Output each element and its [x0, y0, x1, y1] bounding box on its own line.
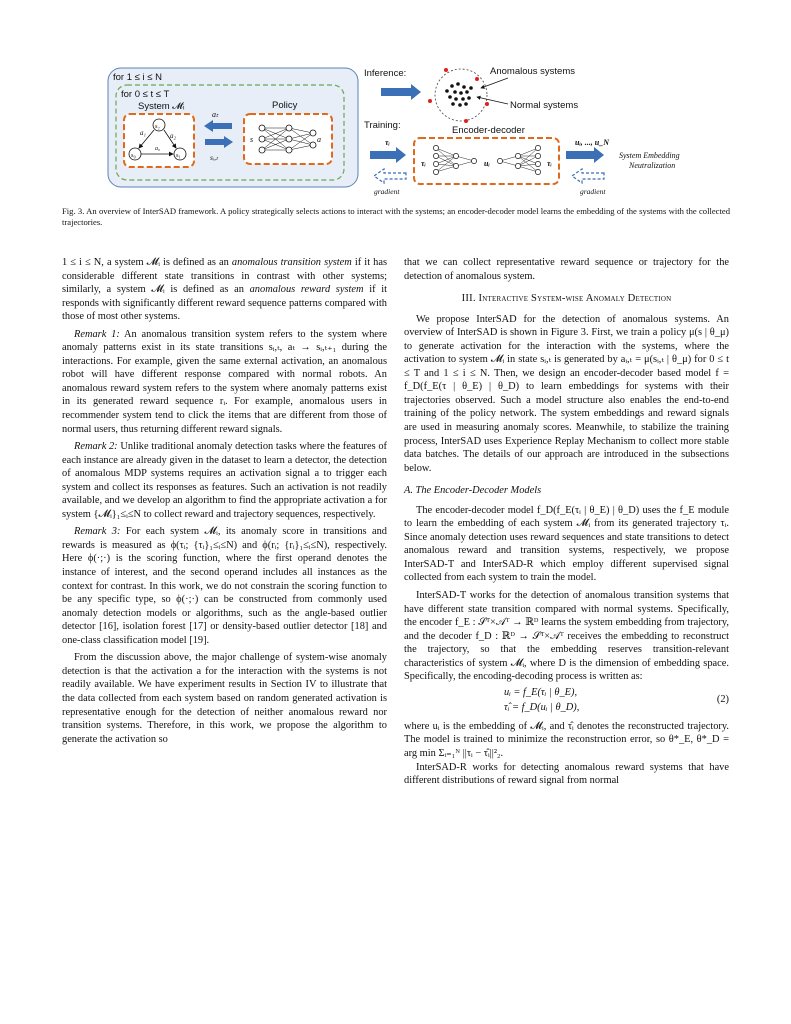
paragraph-after-equation: where uᵢ is the embedding of 𝓜ᵢ, and τ̂ᵢ denotes the reconstructed trajectory. The model is trained to minimize the reconstruction error, so θ*_E, θ*_D = arg min Σᵢ₌₁ᴺ ||τᵢ − τ̂ᵢ||²₂. — [404, 720, 729, 759]
svg-text:uᵢ: uᵢ — [484, 159, 490, 168]
right-column — [404, 256, 729, 788]
system-label: System 𝓜ᵢ — [138, 101, 185, 112]
training-label: Training: — [364, 120, 401, 131]
gradient-arrow-left — [374, 169, 406, 183]
svg-text:gradient: gradient — [374, 187, 400, 196]
svg-text:Neutralization: Neutralization — [629, 161, 676, 170]
paragraph-encoder-decoder: The encoder-decoder model f_D(f_E(τᵢ | θ_E) | θ_D) uses the f_E module to learn the embedding of each system 𝓜ᵢ from its generated trajectory τᵢ. Since anomaly detection uses reward sequences and state transitions to detect anomalous reward and transition systems, respectively, we propose InterSAD-T and InterSAD-R which employ different supervised signal collected from each system to train the model. — [404, 504, 729, 584]
svg-text:a₂: a₂ — [170, 132, 176, 140]
svg-text:s₂: s₂ — [155, 123, 160, 130]
remark-1: Remark 1: An anomalous transition system refers to the system where anomaly patterns exist in its state transitions sᵢ,ₜ, aₜ → sᵢ,ₜ₊₁ during the interactions. For example, given the same external activation, an anomalous robot will have different response compared with normal robots. An anomalous reward system refers to the system where anomaly patterns exist in its generated reward sequence rᵢ. For example, anomalous users in recommender system tend to click the items that are different from those of normal users, thus returning different reward signals. — [62, 328, 387, 435]
remark-3: Remark 3: For each system 𝓜ᵢ, its anomaly score in transitions and rewards is measured as ϕ(τᵢ; {τᵢ}₁≤ᵢ≤N) and ϕ(rᵢ; {rᵢ}₁≤ᵢ≤N), respectively. Here ϕ(·;·) is the scoring function, where the first operand denotes the instance of interest, and the second operand includes all instances as the context for contrast. In this work, we do not constrain the scoring function to be any specific type, so ϕ(·;·) can be constructed from commonly used anomaly detection models or algorithms, such as the angle-based outlier detector [16], isolation forest [17] or density-based outlier detector [18] and one-class classification model [19]. — [62, 526, 387, 646]
embedding-output-arrow — [566, 147, 604, 163]
subsection-heading: A. The Encoder-Decoder Models — [404, 485, 542, 497]
paragraph-definition: 1 ≤ i ≤ N, a system 𝓜ᵢ is defined as an anomalous transition system if it has considerable different state transitions in contrast with other systems; similarly, a system 𝓜ᵢ is defined as an anomalous reward system if it responds with significantly different reward sequence patterns compared with those of most other systems. — [62, 257, 388, 323]
figure-3 — [0, 0, 791, 200]
equation-line-1: uᵢ = f_E(τᵢ | θ_E), — [504, 686, 578, 698]
training-input-arrow — [370, 147, 406, 163]
paragraph-intersad-t: InterSAD-T works for the detection of anomalous transition systems that have different state transition compared with normal systems. Specifically, the encoder f_E : 𝒮ᵀ×𝒜ᵀ → ℝᴰ learns the system embedding from trajectory, and the decoder f_D : ℝᴰ → 𝒮ᵀ×𝒜ᵀ receives the embedding to reconstruct the trajectory, so that the embedding reserves transition-relevant characteristics of system 𝓜ᵢ, where D is the dimension of embedding space. Specifically, the encoding-decoding process is written as: — [404, 590, 729, 683]
svg-text:s₀: s₀ — [131, 152, 136, 159]
paragraph-intro: We propose InterSAD for the detection of anomalous systems. An overview of InterSAD is shown in Figure 3. First, we train a policy μ(s | θ_μ) to generate activation for the interaction with the systems, where the activation to system 𝓜ᵢ in state sᵢ,ₜ is generated by aᵢ,ₜ = μ(sᵢ,ₜ | θ_μ) for 0 ≤ t ≤ T and 1 ≤ i ≤ N. Then, we design an encoder-decoder based model f = f_D(f_E(τ | θ_E) | θ_D) to learn embeddings for systems with their trajectories observed. Such a model structure also enables the end-to-end training of the policy network. The system embeddings and reward signals are used in measuring anomaly scores. Meanwhile, to stabilize the training process, InterSAD uses Experience Replay Mechanism to collect more stable data batches. The details of our approach are introduced in the subsections below. — [404, 313, 729, 474]
paragraph-continuation: that we can collect representative reward sequence or trajectory for the detection of anomalous system. — [404, 257, 729, 282]
equation-number: (2) — [716, 693, 729, 705]
section-heading: III. Interactive System-wise Anomaly Detection — [461, 293, 672, 305]
inference-arrow — [381, 84, 421, 100]
encoder-decoder-label: Encoder-decoder — [452, 125, 525, 136]
svg-text:a₀: a₀ — [155, 146, 161, 152]
remark-2: Remark 2: Unlike traditional anomaly detection tasks where the features of each instance are already given in the dataset to learn a detector, the detection of anomalous MDP systems requires an activation signal a to trigger each system and collect its responses as features. Such an activation is not readily available, and we develop an algorithm to find the appropriate activation a for system {𝓜ᵢ}₁≤ᵢ≤N to collect reward and trajectory sequences, respectively. — [62, 441, 387, 520]
svg-text:τᵢ: τᵢ — [547, 159, 552, 168]
loop-inner-label: for 0 ≤ t ≤ T — [121, 89, 170, 100]
svg-text:System Embedding: System Embedding — [619, 151, 680, 160]
left-column — [62, 256, 387, 746]
svg-text:a₁: a₁ — [140, 129, 146, 137]
svg-text:aₜ: aₜ — [212, 110, 219, 119]
figure-caption: Fig. 3. An overview of InterSAD framework. A policy strategically selects actions to interact with the systems; an encoder-decoder model learns the embedding of the systems with the collected trajectories. — [62, 206, 730, 227]
svg-text:gradient: gradient — [580, 187, 606, 196]
framework-diagram — [0, 0, 791, 200]
inference-label: Inference: — [364, 68, 407, 79]
svg-text:s: s — [250, 135, 254, 144]
policy-label: Policy — [272, 100, 298, 111]
normal-systems-label: Normal systems — [510, 100, 579, 111]
equation-line-2: τ̂ᵢ = f_D(uᵢ | θ_D), — [504, 701, 580, 713]
gradient-arrow-right — [572, 169, 604, 183]
svg-text:s₁: s₁ — [176, 152, 181, 159]
paragraph-intersad-r: InterSAD-R works for detecting anomalous reward systems that have different distributions of reward signal from normal — [404, 761, 729, 787]
svg-text:τᵢ: τᵢ — [421, 159, 426, 168]
loop-outer-label: for 1 ≤ i ≤ N — [113, 72, 162, 83]
svg-text:a: a — [317, 135, 321, 144]
paragraph-challenge: From the discussion above, the major challenge of system-wise anomaly detection is that the activation a for the interaction with the systems is not readily available. We have experiment results in Section IV to illustrate that the data collected from each system based on random generated activation is representative enough for the detection of neither anomalous reward nor transition systems. Therefore, in this work, we propose the algorithm to generate the activation so — [62, 652, 387, 745]
equation-2 — [404, 686, 729, 716]
anomalous-systems-label: Anomalous systems — [490, 66, 576, 77]
svg-text:sᵢ,ₜ: sᵢ,ₜ — [210, 153, 219, 162]
svg-text:uᵢ, ..., u_N: uᵢ, ..., u_N — [575, 138, 610, 147]
normal-system-dots — [445, 82, 473, 107]
anomalous-system-dots — [428, 68, 489, 123]
svg-text:τᵢ: τᵢ — [385, 138, 390, 147]
cluster-circle — [435, 69, 487, 121]
